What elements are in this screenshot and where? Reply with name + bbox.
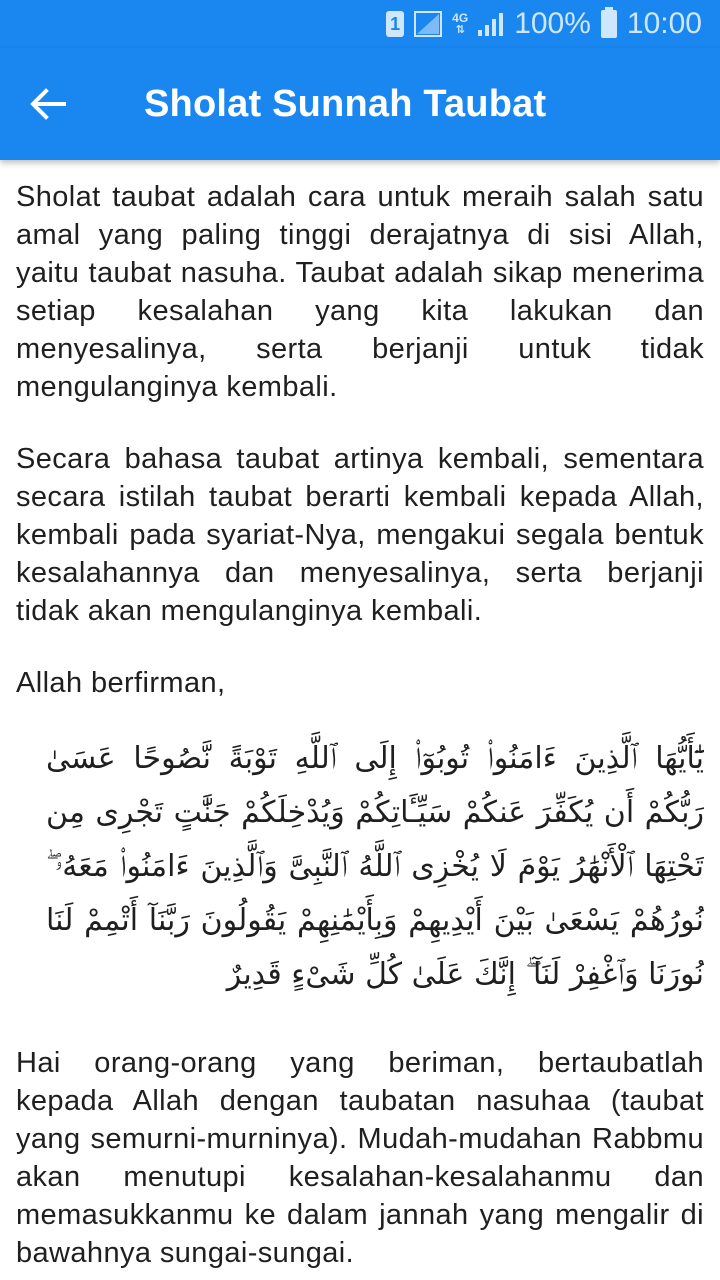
signal-icon xyxy=(478,12,504,36)
status-bar xyxy=(0,0,720,48)
app-bar xyxy=(0,48,720,160)
paragraph-definition: Secara bahasa taubat artinya kembali, sementara secara istilah taubat berarti kembali kepada Allah, kembali pada syariat-Nya, mengakui segala bentuk kesalahannya dan menyesalinya, serta berjanji tidak akan mengulanginya kembali. xyxy=(16,443,704,627)
back-button[interactable] xyxy=(0,48,96,160)
network-type-label: 4G xyxy=(452,11,469,25)
status-clock: 10:00 xyxy=(626,7,702,40)
article-content[interactable] xyxy=(16,160,704,1280)
sim-card-icon xyxy=(386,11,404,37)
paragraph-quote-intro: Allah berfirman, xyxy=(16,667,226,699)
arrow-left-icon xyxy=(30,88,66,120)
paragraph-intro: Sholat taubat adalah cara untuk meraih salah satu amal yang paling tinggi derajatnya di sisi Allah, yaitu taubat nasuha. Taubat adalah sikap menerima setiap kesalahan yang kita lakukan dan menyesalinya, serta berjanji untuk tidak mengulanginya kembali. xyxy=(16,181,704,403)
sim-number: 1 xyxy=(386,11,404,37)
signal-wifi-icon xyxy=(414,11,442,37)
network-type-icon: 4G ⇅ xyxy=(452,11,469,36)
paragraph-translation: Hai orang-orang yang beriman, bertaubatlah kepada Allah dengan taubatan nasuhaa (taubat yang semurni-murninya). Mudah-mudahan Rabbmu akan menutupi kesalahan-kesalahanmu dan memasukkanmu ke dalam jannah yang mengalir di bawahnya sungai-sungai. xyxy=(16,1047,704,1269)
arabic-verse: يَٰٓأَيُّهَا ٱلَّذِينَ ءَامَنُوا۟ تُوبُوٓا۟ إِلَى ٱللَّهِ تَوْبَةً نَّصُوحًا عَسَىٰ رَبُّكُمْ أَن يُكَفِّرَ عَنكُمْ سَيِّـَٔاتِكُمْ وَيُدْخِلَكُمْ جَنَّٰتٍ تَجْرِى مِن تَحْتِهَا ٱلْأَنْهَٰرُ يَوْمَ لَا يُخْزِى ٱللَّهُ ٱلنَّبِىَّ وَٱلَّذِينَ ءَامَنُوا۟ مَعَهُۥ ۖ نُورُهُمْ يَسْعَىٰ بَيْنَ أَيْدِيهِمْ وَبِأَيْمَٰنِهِمْ يَقُولُونَ رَبَّنَآ أَتْمِمْ لَنَا نُورَنَا وَٱغْفِرْ لَنَآ ۖ إِنَّكَ عَلَىٰ كُلِّ شَىْءٍ قَدِيرٌ xyxy=(46,741,704,992)
page-title: Sholat Sunnah Taubat xyxy=(144,82,547,125)
battery-icon xyxy=(601,10,617,38)
battery-percentage: 100% xyxy=(514,7,591,40)
